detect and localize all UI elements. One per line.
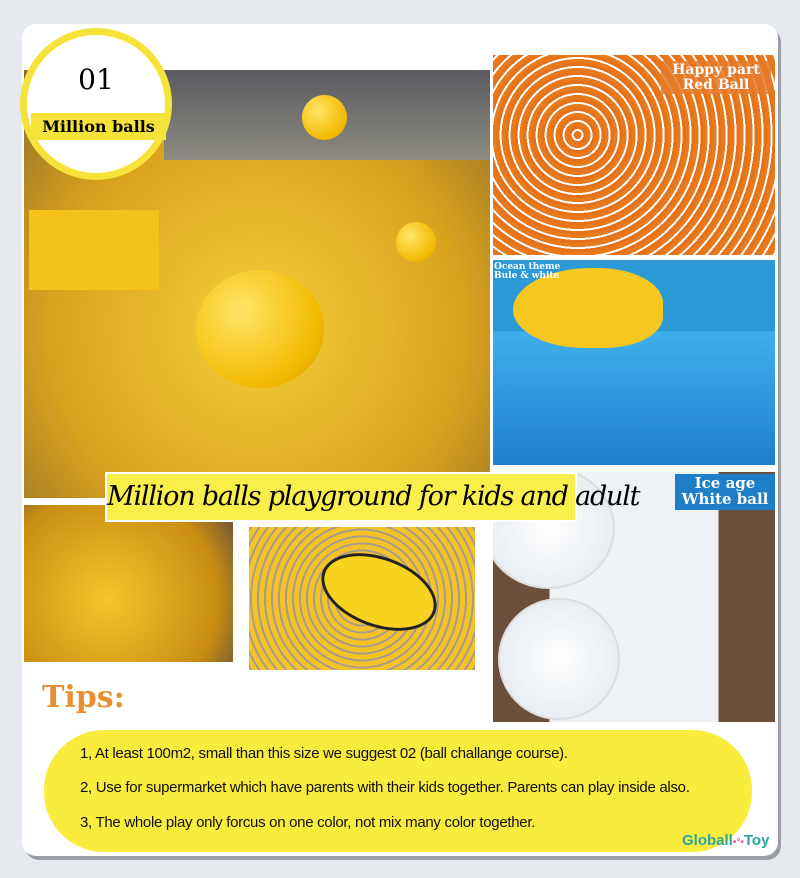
caption-line: Red Ball: [682, 76, 750, 93]
giant-ball: [196, 270, 324, 388]
badge-title: Million balls: [31, 113, 166, 140]
giant-ball: [396, 222, 436, 262]
logo-text: Toy: [743, 832, 770, 849]
boat: [311, 539, 448, 646]
yellow-cube: [29, 210, 159, 290]
caption-line: Ice age: [694, 474, 756, 492]
brand-logo: [682, 832, 769, 849]
caption-line: Ocean theme: [494, 262, 561, 272]
caption-ocean: [493, 262, 561, 283]
caption-line: White ball: [681, 489, 769, 508]
caption-line: Bule & white: [494, 271, 560, 282]
tip-item: 2, Use for supermarket which have parents with their kids together. Parents can play inside also.: [80, 779, 690, 796]
caption-line: Happy part: [672, 62, 760, 78]
giant-ball: [302, 95, 347, 140]
badge-number: 01: [78, 63, 114, 96]
banner-title: Million balls playground for kids and adult: [105, 472, 577, 522]
logo-text: Globall: [682, 832, 733, 849]
tip-item: 1, At least 100m2, small than this size we suggest 02 (ball challange course).: [80, 745, 568, 762]
inset-circle: [498, 598, 620, 720]
caption-red-ball: [661, 61, 771, 94]
photo-ball-rain: [24, 505, 233, 662]
caption-ice-age: [675, 474, 775, 510]
number-badge: [20, 28, 172, 180]
photo-red-ball: [493, 55, 775, 255]
tip-item: 3, The whole play only forcus on one color, not mix many color together.: [80, 814, 536, 831]
photo-boat-ball-pit: [249, 527, 475, 670]
tips-heading: Tips:: [42, 680, 125, 715]
logo-dots-icon: •°•: [732, 837, 744, 848]
photo-ocean-theme: [493, 260, 775, 465]
